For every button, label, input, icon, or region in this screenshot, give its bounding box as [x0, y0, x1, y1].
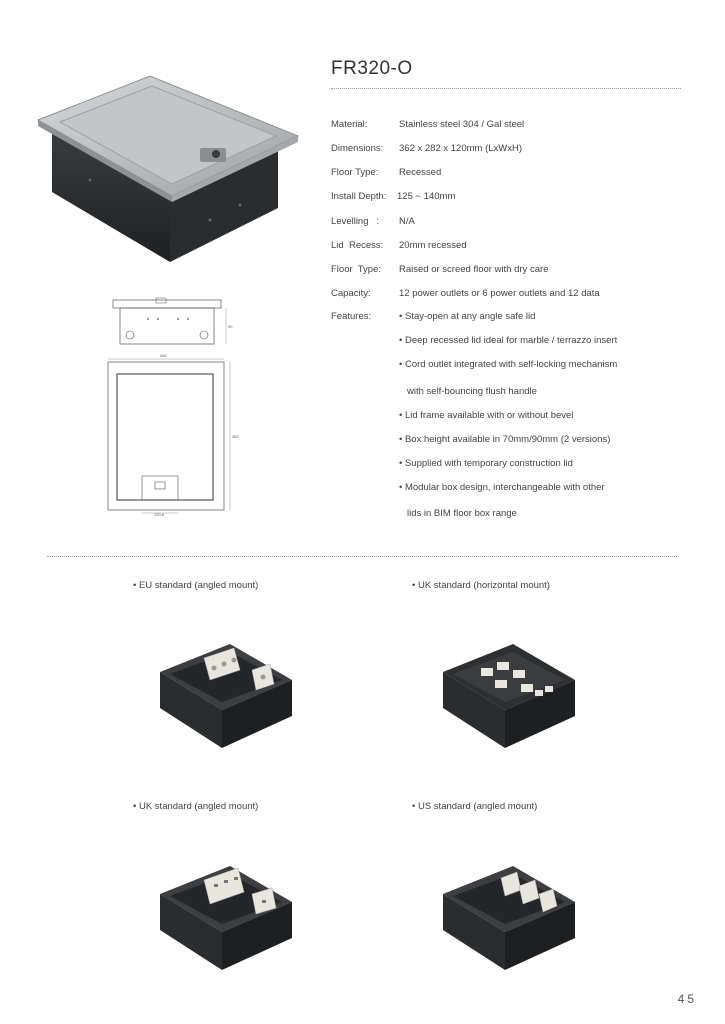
variant-caption-uk-horizontal: • UK standard (horizontal mount)	[412, 580, 550, 591]
spec-label: Lid Recess:	[331, 240, 384, 251]
feature-item: • Box height available in 70mm/90mm (2 versions)	[399, 434, 611, 445]
feature-item: • Lid frame available with or without bevel	[399, 410, 574, 421]
product-photo	[30, 70, 305, 265]
width-dimension: 282	[160, 353, 167, 358]
feature-item: • Cord outlet integrated with self-locking mechanism	[399, 359, 618, 370]
feature-item: lids in BIM floor box range	[407, 508, 517, 519]
side-view-drawing	[108, 297, 233, 347]
spec-label: Features:	[331, 311, 372, 322]
spec-value: N/A	[399, 216, 415, 227]
spec-label: Dimensions:	[331, 143, 384, 154]
spec-value: 362 x 282 x 120mm (LxWxH)	[399, 143, 523, 154]
top-view-drawing	[104, 352, 240, 517]
spec-label: Capacity:	[331, 288, 371, 299]
spec-value: 20mm recessed	[399, 240, 467, 251]
title-divider	[331, 88, 681, 89]
spec-label: Levelling :	[331, 216, 380, 227]
feature-item: • Modular box design, interchangeable with other	[399, 482, 605, 493]
variant-caption-eu-angled: • EU standard (angled mount)	[133, 580, 259, 591]
variant-image-eu-angled	[152, 640, 297, 750]
spec-value: 12 power outlets or 6 power outlets and 12 data	[399, 288, 600, 299]
spec-value: Stainless steel 304 / Gal steel	[399, 119, 525, 130]
variant-caption-us-angled: • US standard (angled mount)	[412, 801, 538, 812]
product-title: FR320-O	[331, 58, 413, 79]
spec-label: Floor Type:	[331, 167, 379, 178]
variant-image-uk-horizontal	[435, 640, 580, 750]
spec-label: Floor Type:	[331, 264, 381, 275]
length-dimension: 362	[232, 434, 239, 439]
variant-caption-uk-angled: • UK standard (angled mount)	[133, 801, 259, 812]
variant-image-us-angled	[435, 862, 580, 972]
feature-item: • Deep recessed lid ideal for marble / terrazzo insert	[399, 335, 618, 346]
outlet-dimension: 120.5	[154, 512, 165, 517]
spec-value: • Stay-open at any angle safe lid	[399, 311, 536, 322]
feature-item: with self-bouncing flush handle	[407, 386, 537, 397]
variant-image-uk-angled	[152, 862, 297, 972]
spec-label: Material:	[331, 119, 368, 130]
section-divider	[47, 556, 677, 557]
page-number: 45	[677, 992, 697, 1006]
spec-value: Raised or screed floor with dry care	[399, 264, 549, 275]
spec-value: 125 ~ 140mm	[397, 191, 456, 202]
height-dimension: 90	[228, 324, 233, 329]
spec-value: Recessed	[399, 167, 442, 178]
feature-item: • Supplied with temporary construction lid	[399, 458, 573, 469]
spec-label: Install Depth:	[331, 191, 387, 202]
